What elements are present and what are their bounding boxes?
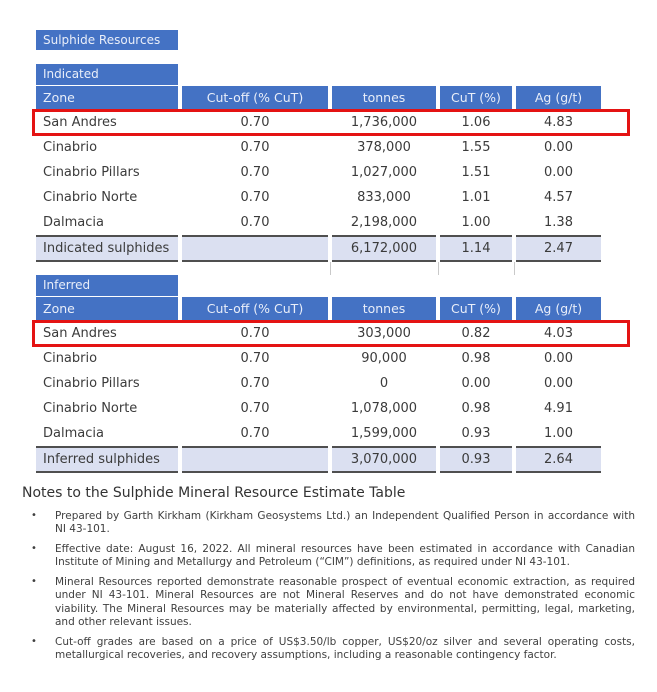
cut-cell: 0.93: [440, 421, 512, 446]
note-item: • Prepared by Garth Kirkham (Kirkham Geosystems Ltd.) an Independent Qualified Person in accordance with NI 43-101.: [22, 510, 635, 537]
title-box: Sulphide Resources: [36, 30, 178, 50]
column-header-cut: CuT (%): [440, 86, 512, 110]
column-header-zone: Zone: [36, 297, 178, 321]
table-row-san-andres: [36, 110, 601, 135]
cutoff-cell: [182, 446, 328, 473]
inferred-table: [36, 275, 601, 473]
zone-cell: Cinabrio Norte: [36, 185, 178, 210]
note-item: • Effective date: August 16, 2022. All mineral resources have been estimated in accordance with Canadian Institute of Mining and Metallurgy and Petroleum (“CIM”) definitions, as required under NI 43-101.: [22, 543, 635, 570]
cut-cell: 1.51: [440, 160, 512, 185]
note-item: • Cut-off grades are based on a price of US$3.50/lb copper, US$20/oz silver and several operating costs, metallurgical recoveries, and recovery assumptions, including a reasonable contingency factor.: [22, 636, 635, 663]
table-row: [36, 346, 601, 371]
table-row: [36, 210, 601, 235]
tonnes-cell: 3,070,000: [332, 446, 436, 473]
cut-cell: 1.01: [440, 185, 512, 210]
ag-cell: 2.64: [516, 446, 601, 473]
cut-cell: 1.00: [440, 210, 512, 235]
notes-list: [22, 510, 635, 662]
total-label: Indicated sulphides: [36, 235, 178, 262]
tonnes-cell: 1,027,000: [332, 160, 436, 185]
table-row: [36, 160, 601, 185]
section-label-inferred: Inferred: [36, 275, 178, 296]
column-header-cut: CuT (%): [440, 297, 512, 321]
column-divider: [514, 262, 515, 275]
ag-cell: 4.91: [516, 396, 601, 421]
cut-cell: 0.98: [440, 396, 512, 421]
page: [0, 30, 657, 692]
cutoff-cell: 0.70: [182, 160, 328, 185]
cutoff-cell: 0.70: [182, 371, 328, 396]
cut-cell: 0.82: [440, 321, 512, 346]
column-divider: [330, 262, 331, 275]
total-row-inferred: [36, 446, 601, 473]
table-row: [36, 421, 601, 446]
column-header-cutoff: Cut-off (% CuT): [182, 297, 328, 321]
tonnes-cell: 6,172,000: [332, 235, 436, 262]
zone-cell: Cinabrio Norte: [36, 396, 178, 421]
tonnes-cell: 2,198,000: [332, 210, 436, 235]
column-header-zone: Zone: [36, 86, 178, 110]
ag-cell: 4.83: [516, 110, 601, 135]
notes-section: [22, 485, 635, 662]
zone-cell: Dalmacia: [36, 421, 178, 446]
tonnes-cell: 90,000: [332, 346, 436, 371]
cut-cell: 1.06: [440, 110, 512, 135]
column-header-tonnes: tonnes: [332, 297, 436, 321]
tonnes-cell: 1,599,000: [332, 421, 436, 446]
table-row: [36, 371, 601, 396]
tonnes-cell: 0: [332, 371, 436, 396]
table-row: [36, 396, 601, 421]
ag-cell: 0.00: [516, 135, 601, 160]
cut-cell: 0.93: [440, 446, 512, 473]
ag-cell: 4.57: [516, 185, 601, 210]
cutoff-cell: 0.70: [182, 396, 328, 421]
ag-cell: 1.00: [516, 421, 601, 446]
notes-title: Notes to the Sulphide Mineral Resource Estimate Table: [22, 485, 406, 501]
cutoff-cell: [182, 235, 328, 262]
section-label-indicated: Indicated: [36, 64, 178, 85]
cutoff-cell: 0.70: [182, 185, 328, 210]
inferred-header-row: [36, 297, 601, 321]
indicated-header-row: [36, 86, 601, 110]
zone-cell: Cinabrio Pillars: [36, 371, 178, 396]
column-header-ag: Ag (g/t): [516, 297, 601, 321]
column-header-cutoff: Cut-off (% CuT): [182, 86, 328, 110]
table-row: [36, 135, 601, 160]
ag-cell: 0.00: [516, 371, 601, 396]
tonnes-cell: 1,736,000: [332, 110, 436, 135]
ag-cell: 2.47: [516, 235, 601, 262]
zone-cell: Cinabrio: [36, 135, 178, 160]
table-row-san-andres: [36, 321, 601, 346]
ag-cell: 0.00: [516, 346, 601, 371]
zone-cell: Cinabrio Pillars: [36, 160, 178, 185]
cut-cell: 0.00: [440, 371, 512, 396]
table-gap: [36, 262, 601, 275]
zone-cell: Dalmacia: [36, 210, 178, 235]
ag-cell: 1.38: [516, 210, 601, 235]
cut-cell: 1.14: [440, 235, 512, 262]
tonnes-cell: 833,000: [332, 185, 436, 210]
cut-cell: 1.55: [440, 135, 512, 160]
cutoff-cell: 0.70: [182, 421, 328, 446]
zone-cell: San Andres: [36, 110, 178, 135]
cutoff-cell: 0.70: [182, 346, 328, 371]
tonnes-cell: 378,000: [332, 135, 436, 160]
tonnes-cell: 303,000: [332, 321, 436, 346]
total-label: Inferred sulphides: [36, 446, 178, 473]
total-row-indicated: [36, 235, 601, 262]
tonnes-cell: 1,078,000: [332, 396, 436, 421]
ag-cell: 4.03: [516, 321, 601, 346]
table-row: [36, 185, 601, 210]
column-header-tonnes: tonnes: [332, 86, 436, 110]
zone-cell: Cinabrio: [36, 346, 178, 371]
column-header-ag: Ag (g/t): [516, 86, 601, 110]
cutoff-cell: 0.70: [182, 210, 328, 235]
note-item: • Mineral Resources reported demonstrate reasonable prospect of eventual economic extraction, as required under NI 43-101. Mineral Resources are not Mineral Reserves and do not have demonstrated economic viability. The Mineral Resources may be materially affected by environmental, permitting, legal, marketing, and other relevant issues.: [22, 576, 635, 630]
cutoff-cell: 0.70: [182, 110, 328, 135]
indicated-table: [36, 64, 601, 262]
ag-cell: 0.00: [516, 160, 601, 185]
cutoff-cell: 0.70: [182, 135, 328, 160]
cutoff-cell: 0.70: [182, 321, 328, 346]
column-divider: [438, 262, 439, 275]
zone-cell: San Andres: [36, 321, 178, 346]
cut-cell: 0.98: [440, 346, 512, 371]
